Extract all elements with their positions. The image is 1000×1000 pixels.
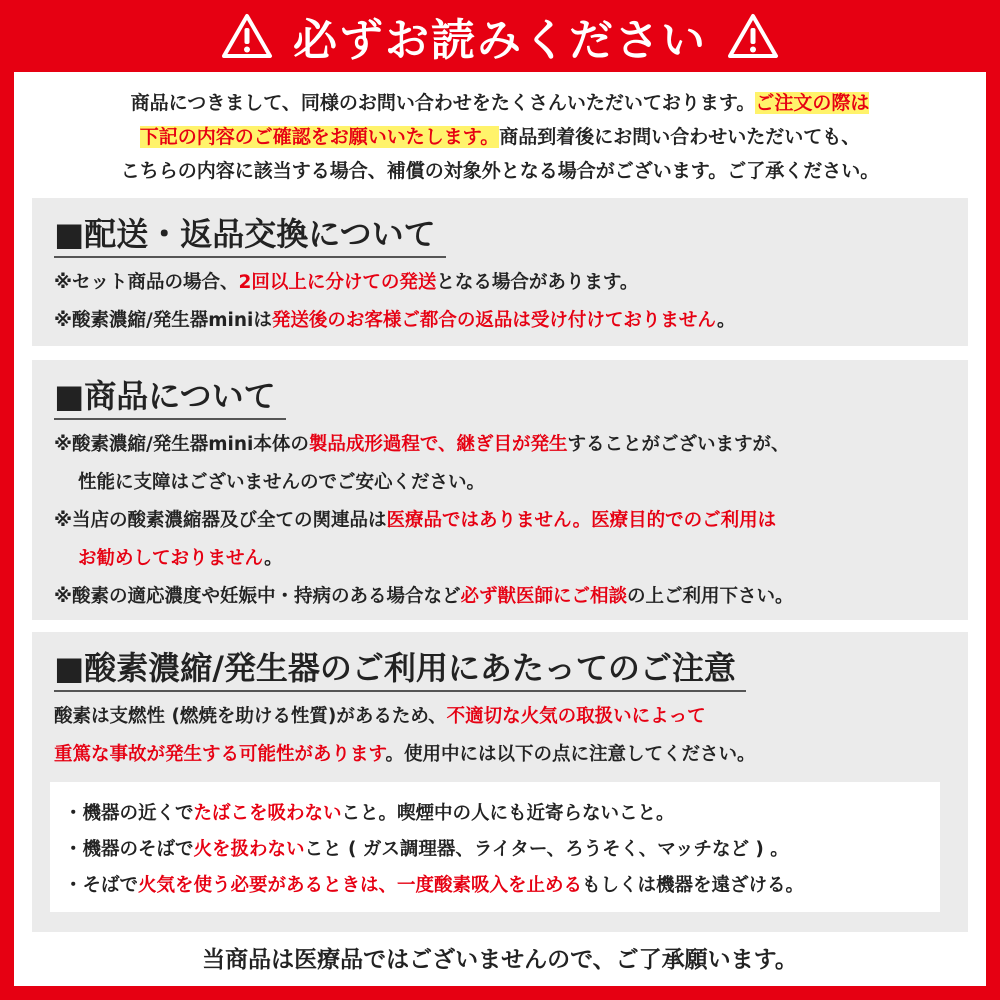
page-title: 必ずお読みください [293, 15, 707, 66]
warning-icon [727, 13, 779, 59]
text-part: ※当店の酸素濃縮器及び全ての関連品は [54, 510, 387, 531]
highlight-text: 下記の内容のご確認をお願いいたします。 [139, 126, 500, 148]
text-part: 。 [717, 310, 736, 331]
text-part: の上ご利用下さい。 [627, 586, 794, 607]
intro-text-part: 商品につきまして、同様のお問い合わせをたくさんいただいております。 [130, 92, 756, 114]
product-section-title: ■商品について [54, 374, 286, 420]
text-part: ※酸素の適応濃度や妊娠中・持病のある場合など [54, 586, 461, 607]
text-part: 酸素は支燃性 (燃焼を助ける性質)があるため、 [54, 706, 447, 727]
notice-line [54, 578, 794, 616]
bullet-item [50, 832, 940, 868]
product-section-body [54, 426, 794, 616]
bullet-item [50, 796, 940, 832]
text-part: することがございますが、 [567, 434, 790, 455]
text-part: こと。喫煙中の人にも近寄らないこと。 [341, 803, 675, 824]
text-part: となる場合があります。 [436, 272, 639, 293]
caution-bullet-list [50, 782, 940, 912]
emphasis-text: 重篤な事故が発生する可能性があります [54, 744, 386, 765]
product-section [32, 360, 968, 620]
text-part: ※セット商品の場合、 [54, 272, 239, 293]
warning-icon [221, 13, 273, 59]
emphasis-text: 不適切な火気の取扱いによって [446, 706, 706, 727]
notice-line: 性能に支障はございませんのでご安心ください。 [78, 472, 486, 493]
text-part: ・機器の近くで [64, 803, 194, 824]
intro-line: こちらの内容に該当する場合、補償の対象外となる場合がございます。ご了承ください。 [120, 160, 880, 182]
text-part: ・機器のそばで [64, 839, 194, 860]
shipping-section [32, 198, 968, 346]
text-part: ※酸素濃縮/発生器mini本体の [54, 434, 309, 455]
caution-section-body [54, 698, 756, 774]
emphasis-text: 医療品ではありません。医療目的でのご利用は [386, 510, 777, 531]
emphasis-text: お勧めしておりません [78, 548, 265, 569]
notice-line [54, 698, 756, 736]
caution-section [32, 632, 968, 932]
bullet-item [50, 868, 940, 904]
intro-text [14, 86, 986, 188]
text-part: ※酸素濃縮/発生器miniは [54, 310, 272, 331]
intro-text-part: 商品到着後にお問い合わせいただいても、 [499, 126, 861, 148]
caution-section-title: ■酸素濃縮/発生器のご利用にあたってのご注意 [54, 646, 746, 692]
emphasis-text: 必ず獣医師にご相談 [460, 586, 628, 607]
emphasis-text: 2回以上に分けての発送 [238, 272, 437, 293]
emphasis-text: 発送後のお客様ご都合の返品は受け付けておりません [271, 310, 717, 331]
shipping-section-body [54, 264, 736, 340]
emphasis-text: たばこを吸わない [193, 803, 342, 824]
footer-notice: 当商品は医療品ではございませんので、ご了承願います。 [202, 947, 798, 973]
notice-line [54, 264, 736, 302]
notice-line [54, 540, 794, 578]
text-part: ・そばで [64, 875, 139, 896]
text-part: こと ( ガス調理器、ライター、ろうそく、マッチなど ) 。 [304, 839, 789, 860]
content-panel [14, 72, 986, 986]
intro-line [14, 120, 986, 154]
emphasis-text: 製品成形過程で、継ぎ目が発生 [308, 434, 568, 455]
highlight-text: ご注文の際は [755, 92, 870, 114]
text-part: もしくは機器を遠ざける。 [582, 875, 805, 896]
intro-line [14, 86, 986, 120]
notice-line [54, 302, 736, 340]
emphasis-text: 火気を使う必要があるときは、一度酸素吸入を止める [138, 875, 583, 896]
shipping-section-title: ■配送・返品交換について [54, 212, 446, 258]
header-banner [0, 0, 1000, 72]
text-part: 。使用中には以下の点に注意してください。 [385, 744, 756, 765]
notice-line [54, 426, 794, 464]
emphasis-text: 火を扱わない [193, 839, 305, 860]
notice-line [54, 502, 794, 540]
text-part: 。 [264, 548, 283, 569]
notice-line [54, 736, 756, 774]
